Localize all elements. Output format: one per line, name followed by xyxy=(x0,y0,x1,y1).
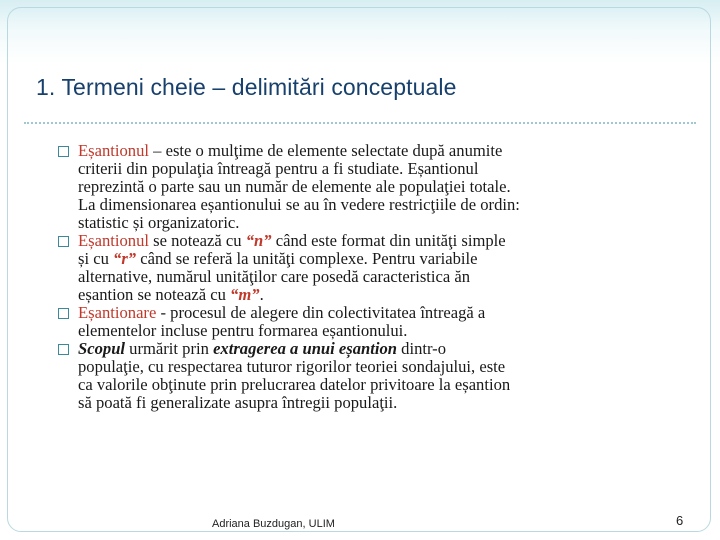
bullet-line xyxy=(78,232,686,250)
text-run: să poată fi generalizate asupra întregii populaţii. xyxy=(78,393,398,412)
text-run: . xyxy=(259,285,264,304)
bullet-item xyxy=(58,232,686,304)
footer-author: Adriana Buzdugan, ULIM xyxy=(212,518,335,530)
text-run: “m” xyxy=(230,285,260,304)
text-run: “r” xyxy=(113,249,137,268)
bullet-line xyxy=(78,178,686,196)
text-run: La dimensionarea eșantionului se au în vedere restricţiile de ordin: xyxy=(78,195,520,214)
text-run: când se referă la unităţi complexe. Pentru variabile xyxy=(136,249,478,268)
text-run: și cu xyxy=(78,249,114,268)
bullet-line xyxy=(78,394,686,412)
text-run: – este o mulţime de elemente selectate după anumite xyxy=(148,141,503,160)
text-run: ca valorile obţinute prin prelucrarea datelor privitoare la eșantion xyxy=(78,375,511,394)
text-run: - procesul de alegere din colectivitatea întreagă a xyxy=(156,303,486,322)
bullet-line xyxy=(78,160,686,178)
square-bullet-icon xyxy=(58,344,69,355)
square-bullet-icon xyxy=(58,146,69,157)
title-divider xyxy=(24,122,696,124)
text-run: eșantion se notează cu xyxy=(78,285,231,304)
bullet-item xyxy=(58,304,686,340)
bullet-line xyxy=(78,322,686,340)
bullet-line xyxy=(78,250,686,268)
text-run: când este format din unităţi simple xyxy=(271,231,506,250)
bullet-item xyxy=(58,142,686,232)
bullet-line xyxy=(78,304,686,322)
text-run: extragerea a unui eșantion xyxy=(213,339,398,358)
text-run: elementelor incluse pentru formarea eșantionului. xyxy=(78,321,408,340)
bullet-line xyxy=(78,358,686,376)
bullet-line xyxy=(78,214,686,232)
text-run: alternative, numărul unităţilor care posedă caracteristica ăn xyxy=(78,267,471,286)
square-bullet-icon xyxy=(58,308,69,319)
text-run: Eșantionul xyxy=(78,231,149,250)
bullet-line xyxy=(78,142,686,160)
text-run: Eșantionare xyxy=(78,303,157,322)
text-run: statistic și organizatoric. xyxy=(78,213,240,232)
bullet-line xyxy=(78,376,686,394)
text-run: Eșantionul xyxy=(78,141,149,160)
text-run: reprezintă o parte sau un număr de elemente ale populaţiei totale. xyxy=(78,177,511,196)
slide-title: 1. Termeni cheie – delimitări conceptuale xyxy=(36,74,457,100)
text-run: Scopul xyxy=(78,339,126,358)
bullet-line xyxy=(78,340,686,358)
bullet-item xyxy=(58,340,686,412)
bullet-line xyxy=(78,196,686,214)
square-bullet-icon xyxy=(58,236,69,247)
text-run: dintr-o xyxy=(397,339,446,358)
bullet-line xyxy=(78,268,686,286)
text-run: criterii din populaţia întreagă pentru a fi studiate. Eșantionul xyxy=(78,159,479,178)
bullet-list xyxy=(58,142,686,412)
text-run: se notează cu xyxy=(148,231,246,250)
text-run: urmărit prin xyxy=(125,339,214,358)
text-run: “n” xyxy=(245,231,272,250)
page-number: 6 xyxy=(676,513,684,528)
bullet-line xyxy=(78,286,686,304)
text-run: populaţie, cu respectarea tuturor rigorilor teoriei sondajului, este xyxy=(78,357,506,376)
